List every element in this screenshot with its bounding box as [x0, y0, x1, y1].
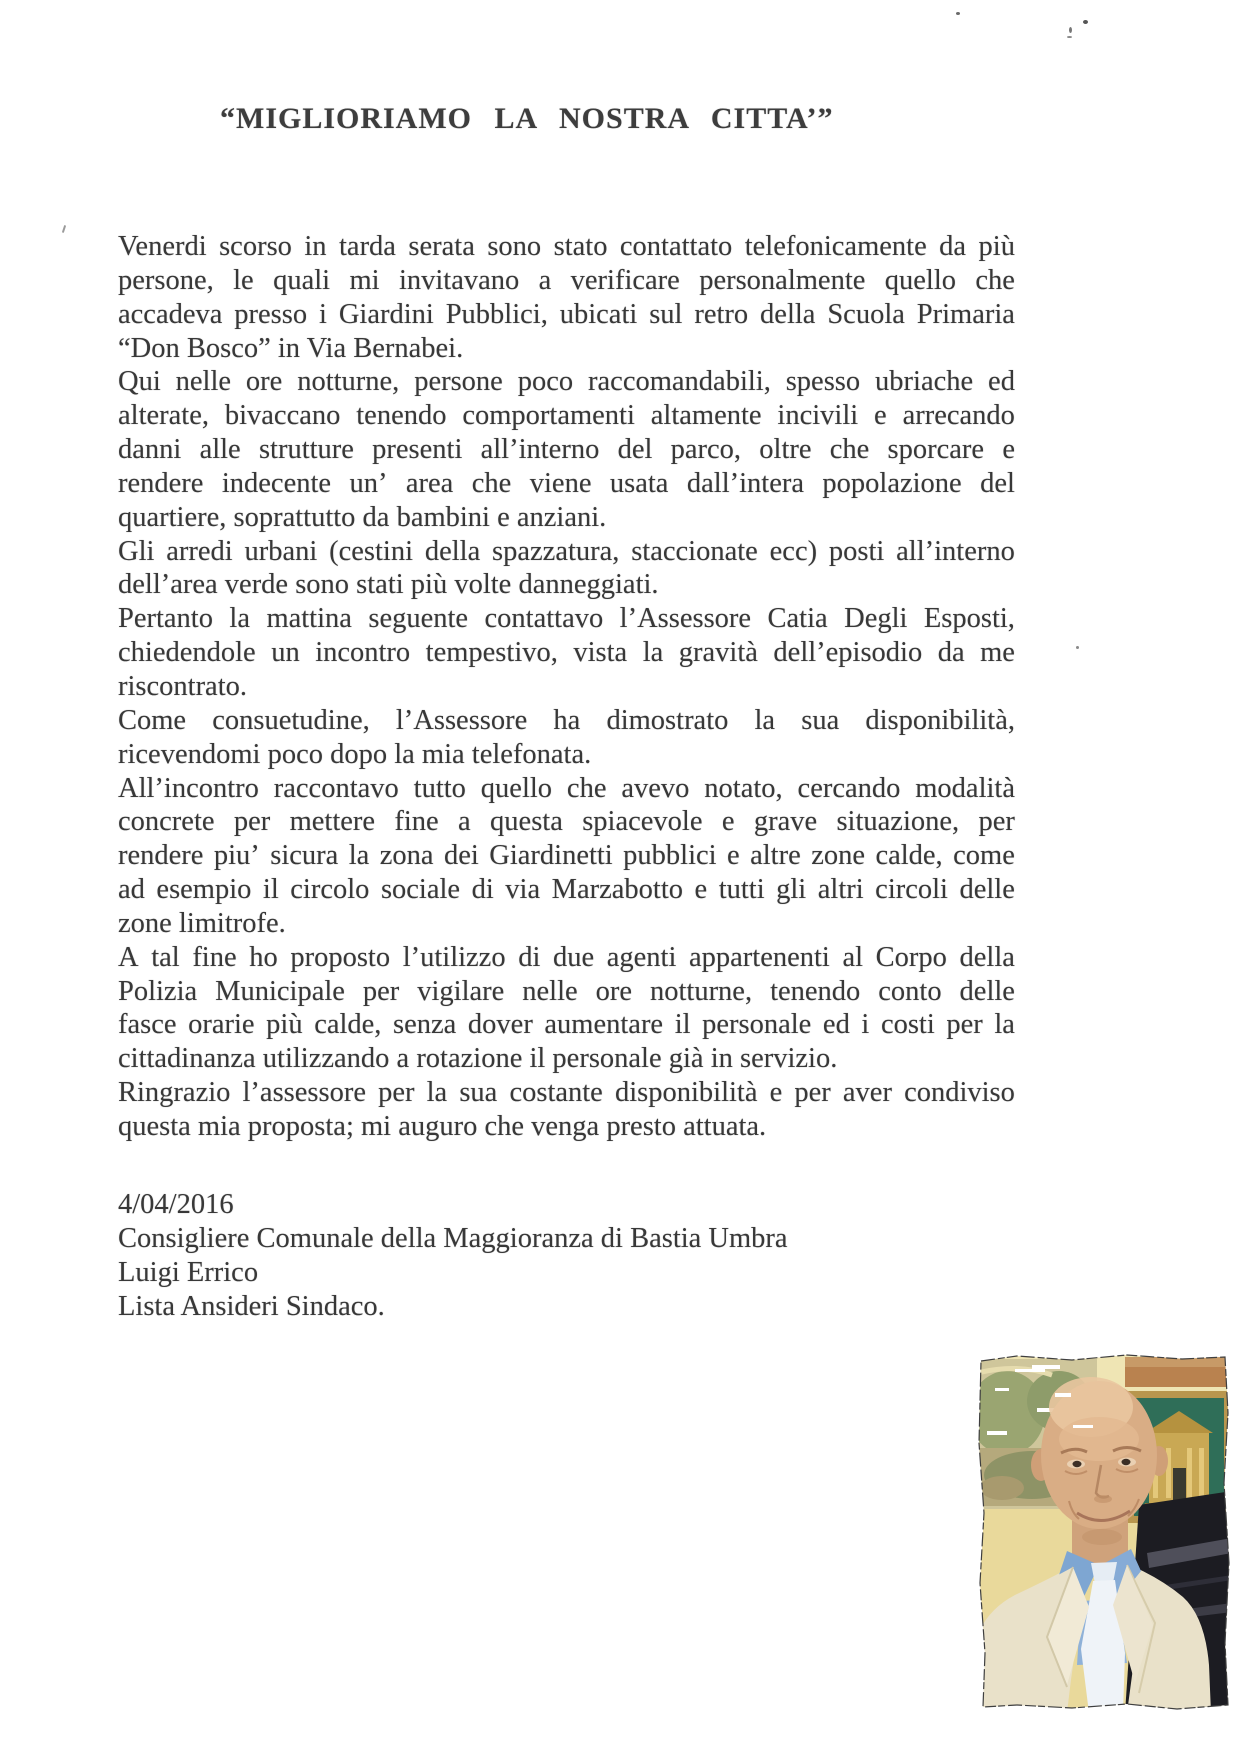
signature-line: Luigi Errico — [118, 1256, 259, 1288]
body-line: fasce orarie più calde, senza dover aumentare il personale ed i costi per la — [118, 1009, 1015, 1041]
scan-speck — [956, 12, 960, 15]
body-line: Venerdi scorso in tarda serata sono stato contattato telefonicamente da più — [118, 231, 1015, 262]
body-line: Come consuetudine, l’Assessore ha dimostrato la sua disponibilità, — [118, 704, 1015, 736]
body-line: All’incontro raccontavo tutto quello che avevo notato, cercando modalità — [118, 772, 1015, 804]
body-line: cittadinanza utilizzando a rotazione il personale già in servizio. — [118, 1043, 838, 1075]
scan-speck — [1083, 20, 1088, 24]
signature-line: Consigliere Comunale della Maggioranza di Bastia Umbra — [118, 1222, 788, 1254]
body-line: quartiere, soprattutto da bambini e anziani. — [118, 501, 607, 533]
body-line: zone limitrofe. — [118, 907, 286, 939]
body-line: “Don Bosco” in Via Bernabei. — [118, 332, 464, 364]
body-line: rendere indecente un’ area che viene usata dall’intera popolazione del — [118, 467, 1015, 499]
body-line: Qui nelle ore notturne, persone poco raccomandabili, spesso ubriache ed — [118, 366, 1015, 398]
body-line: accadeva presso i Giardini Pubblici, ubicati sul retro della Scuola Primaria — [118, 298, 1015, 330]
body-line: danni alle strutture presenti all’interno del parco, oltre che sporcare e — [118, 434, 1015, 466]
body-line: ricevendomi poco dopo la mia telefonata. — [118, 738, 592, 770]
document-body — [118, 230, 1015, 1144]
body-line: questa mia proposta; mi auguro che venga presto attuata. — [118, 1110, 767, 1142]
portrait-photo — [977, 1353, 1232, 1713]
body-line: A tal fine ho proposto l’utilizzo di due agenti appartenenti al Corpo della — [118, 941, 1015, 973]
signature-line: Lista Ansideri Sindaco. — [118, 1290, 385, 1322]
body-line: Gli arredi urbani (cestini della spazzatura, staccionate ecc) posti all’interno — [118, 535, 1015, 567]
body-line: ad esempio il circolo sociale di via Marzabotto e tutti gli altri circoli delle — [118, 874, 1015, 906]
body-line: concrete per mettere fine a questa spiacevole e grave situazione, per — [118, 806, 1015, 838]
date-line: 4/04/2016 — [118, 1189, 234, 1220]
scan-speck — [1069, 27, 1072, 33]
scan-speck — [1067, 36, 1072, 38]
signature-block — [118, 1188, 1015, 1323]
body-line: riscontrato. — [118, 670, 248, 702]
body-line: Pertanto la mattina seguente contattavo l’Assessore Catia Degli Esposti, — [118, 603, 1015, 635]
body-line: persone, le quali mi invitavano a verificare personalmente quello che — [118, 264, 1015, 296]
body-line: dell’area verde sono stati più volte danneggiati. — [118, 569, 659, 601]
body-line: Ringrazio l’assessore per la sua costante disponibilità e per aver condiviso — [118, 1077, 1015, 1109]
body-line: Polizia Municipale per vigilare nelle ore notturne, tenendo conto delle — [118, 975, 1015, 1007]
body-line: chiedendole un incontro tempestivo, vista la gravità dell’episodio da me — [118, 637, 1015, 669]
body-line: rendere piu’ sicura la zona dei Giardinetti pubblici e altre zone calde, come — [118, 840, 1015, 872]
scan-speck — [1076, 646, 1079, 649]
page-title: “MIGLIORIAMO LA NOSTRA CITTA’” — [220, 102, 834, 135]
scan-speck — [62, 225, 66, 233]
body-line: alterate, bivaccano tenendo comportamenti altamente incivili e arrecando — [118, 400, 1015, 432]
